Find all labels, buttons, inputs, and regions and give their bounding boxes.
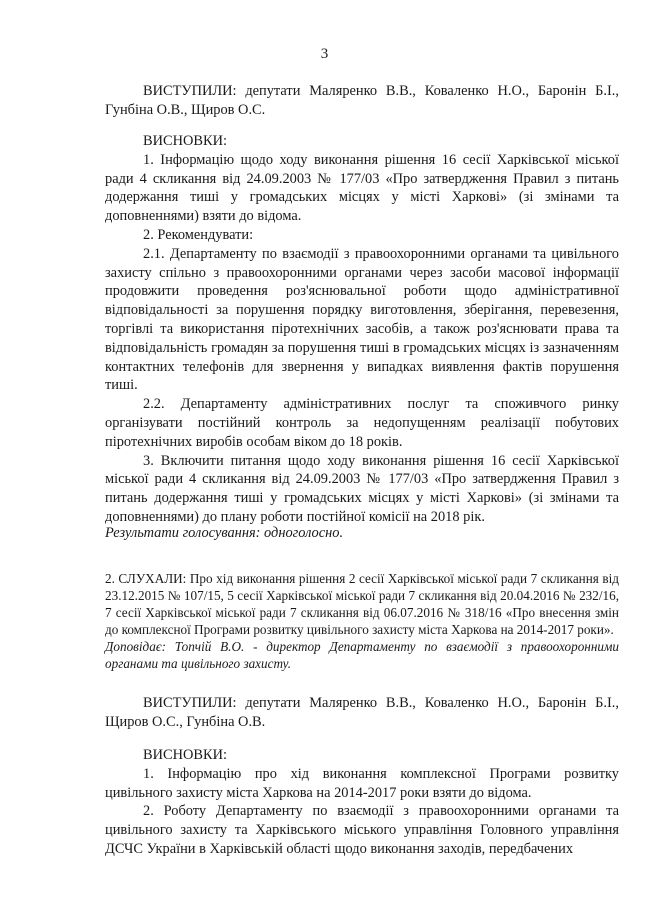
conclusions-section [105,132,619,527]
conclusion-3: 3. Включити питання щодо ходу виконання рішення 16 сесії Харківської міської ради 4 скликання від 24.09.2003 № 177/03 «Про затвердження Правил з питань додержання тиші у громадських місцях у місті Харкові» (зі змінами та доповненнями) до плану роботи постійної комісії на 2018 рік. [105,452,619,525]
heard-paragraph: 2. СЛУХАЛИ: Про хід виконання рішення 2 сесії Харківської міської ради 7 скликання від 23.12.2015 № 107/15, 5 сесії Харківської міської ради 7 скликання від 20.04.2016 № 232/16, 7 сесії Харківської міської ради 7 скликання від 06.07.2016 № 318/16 «Про внесення змін до комплексної Програми розвитку цивільного захисту міста Харкова на 2014-2017 роки». Доповідає: Топчій В.О. - директор Департаменту по взаємодії з правоохоронними органами та цивільного захисту. [105,571,619,671]
conclusion-2-2: 2.2. Департаменту адміністративних послуг та споживчого ринку організувати постійний контроль за недопущенням реалізації побутових піротехнічних виробів особам віком до 18 років. [105,396,619,450]
vote-result: Результати голосування: одноголосно. [105,525,344,541]
speakers-paragraph-2: ВИСТУПИЛИ: депутати Маляренко В.В., Коваленко Н.О., Баронін Б.І., Щиров О.С., Гунбіна О.В. [105,695,619,730]
conclusion-2: 2. Рекомендувати: [143,226,254,243]
conclusion-1: 1. Інформацію щодо ходу виконання рішення 16 сесії Харківської міської ради 4 скликання від 24.09.2003 № 177/03 «Про затвердження Правил з питань додержання тиші у громадських місцях у місті Харкові» (зі змінами та доповненнями) взяти до відома. [105,151,619,225]
conclusions-heading-2: ВИСНОВКИ: [143,747,227,763]
reporter-line: Доповідає: Топчій В.О. - директор Департаменту по взаємодії з правоохоронними органами та цивільного захисту. [105,639,619,671]
conclusion-2-item-2: 2. Роботу Департаменту по взаємодії з правоохоронними органами та цивільного захисту та Харківського міського управління Головного управління ДСЧС України в Харківській області щодо виконання заходів, передбачених [105,803,619,857]
conclusions-section-2 [105,746,619,859]
conclusion-2-item-1: 1. Інформацію про хід виконання комплексної Програми розвитку цивільного захисту міста Харкова на 2014-2017 роки взяти до відома. [105,765,619,801]
page-number: 3 [320,46,329,62]
speakers-paragraph: ВИСТУПИЛИ: депутати Маляренко В.В., Коваленко Н.О., Баронін Б.І., Гунбіна О.В., Щиров О.С. [105,83,619,118]
conclusion-2-1: 2.1. Департаменту по взаємодії з правоохоронними органами та цивільного захисту спільно з правоохоронними органами через засоби масової інформації продовжити проведення роз'яснювальної роботи щодо адміністративної відповідальності за порушення порядку виготовлення, зберігання, перевезення, торгівлі та використання піротехнічних засобів, а також роз'яснювати права та відповідальність громадян за порушення тиші в громадських місцях із зазначенням контактних телефонів для звернення у випадках виявлення фактів порушення тиші. [105,245,619,394]
conclusions-heading: ВИСНОВКИ: [143,133,227,149]
